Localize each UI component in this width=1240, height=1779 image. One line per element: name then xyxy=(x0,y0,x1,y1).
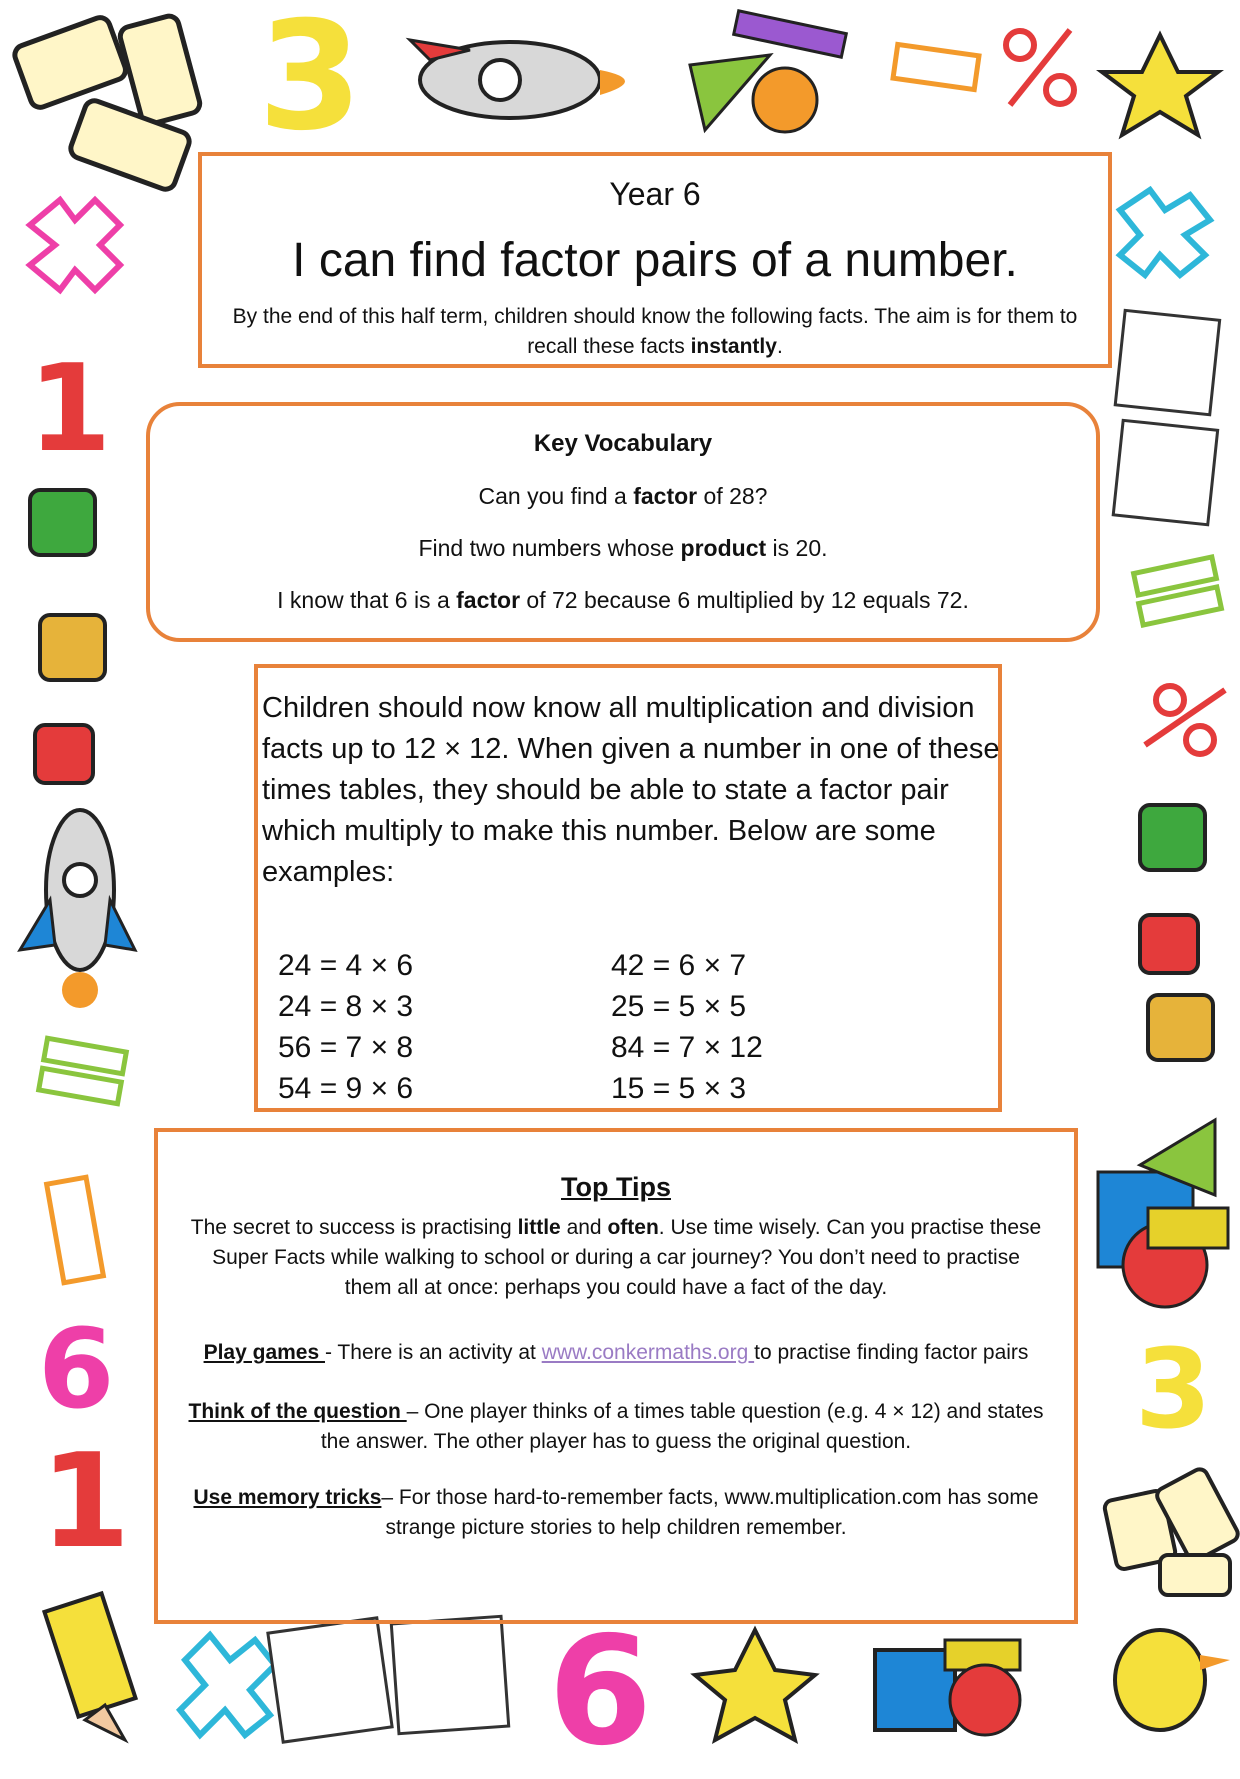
facts-paragraph: Children should now know all multiplication and division facts up to 12 × 12. When given a number in one of these times tables, they should be able to state a factor pair which multiply to make this number. Below are some examples: xyxy=(262,692,1000,888)
top-tips-box xyxy=(154,1128,1078,1624)
tip-text: – For those hard-to-remember facts, www.multiplication.com has some strange picture stories to help children remember. xyxy=(381,1486,1039,1539)
page-title: I can find factor pairs of a number. xyxy=(292,234,1018,287)
domino-icon xyxy=(12,14,202,192)
vocab-title: Key Vocabulary xyxy=(533,430,713,457)
hundred-square-icon xyxy=(1113,310,1219,524)
plus-icon xyxy=(1120,190,1210,275)
example-fact: 25 = 5 × 5 xyxy=(611,990,747,1023)
example-fact: 42 = 6 × 7 xyxy=(611,949,747,982)
hundred-square-icon xyxy=(268,1616,509,1742)
tip-heading: Think of the question xyxy=(188,1400,407,1423)
pencil-icon xyxy=(44,1593,135,1740)
vocab-term: factor xyxy=(633,483,698,509)
number-three-decoration: 3 xyxy=(1135,1325,1212,1453)
domino-icon xyxy=(1103,1467,1240,1595)
rocket-icon xyxy=(410,40,625,118)
star-icon xyxy=(1102,35,1218,135)
number-six-decoration: 6 xyxy=(548,1605,653,1779)
number-one-decoration: 1 xyxy=(28,340,112,479)
year-label: Year 6 xyxy=(609,176,701,212)
vocab-text: Find two numbers whose xyxy=(418,535,681,561)
vocab-term: product xyxy=(680,535,767,561)
equals-icon xyxy=(39,1038,127,1104)
shapes-icon xyxy=(1098,1120,1228,1307)
example-fact: 54 = 9 × 6 xyxy=(278,1072,414,1105)
star-icon xyxy=(695,1630,815,1740)
example-fact: 24 = 8 × 3 xyxy=(278,990,414,1023)
example-fact: 56 = 7 × 8 xyxy=(278,1031,414,1064)
tip-heading: Use memory tricks xyxy=(193,1486,382,1509)
plus-icon xyxy=(180,1635,275,1735)
tip-text: . Use time wisely. Can you practise these Super Facts while walking to school or during a car journey? You don’t need to practise them all at once: perhaps you could have a fact of the day. xyxy=(212,1216,1042,1299)
facts-box xyxy=(254,664,1002,1112)
conkermaths-link[interactable]: www.conkermaths.org xyxy=(541,1341,755,1364)
tip-heading: Play games xyxy=(203,1341,325,1364)
example-fact: 84 = 7 × 12 xyxy=(611,1031,763,1064)
example-fact: 15 = 5 × 3 xyxy=(611,1072,747,1105)
header-box xyxy=(198,152,1112,368)
tip-bold: little xyxy=(517,1216,561,1239)
dice-icon xyxy=(1140,805,1213,1060)
vocab-line xyxy=(150,535,1096,562)
tip-text: - There is an activity at xyxy=(324,1341,542,1364)
tip-paragraph xyxy=(188,1483,1044,1543)
vocab-text: Can you find a xyxy=(478,483,634,509)
vocab-text: of 28? xyxy=(697,483,768,509)
percent-icon xyxy=(1006,30,1074,105)
percent-icon xyxy=(1145,686,1225,754)
number-six-decoration: 6 xyxy=(38,1305,115,1433)
vocab-text: is 20. xyxy=(766,535,828,561)
minus-icon xyxy=(47,1177,104,1282)
bird-icon xyxy=(1115,1630,1230,1730)
tip-text: and xyxy=(560,1216,608,1239)
vocab-line xyxy=(150,587,1096,614)
intro-text-part: . xyxy=(776,335,783,358)
tip-bold: often xyxy=(607,1216,659,1239)
tip-paragraph xyxy=(188,1213,1044,1303)
tip-text: – One player thinks of a times table question (e.g. 4 × 12) and states the answer. The other player has to guess the original question. xyxy=(320,1400,1044,1453)
equals-icon xyxy=(1134,557,1222,625)
number-three-decoration: 3 xyxy=(258,0,363,164)
examples-grid xyxy=(278,945,998,1109)
intro-text xyxy=(232,302,1078,362)
key-vocabulary-box xyxy=(146,402,1100,642)
tip-text: The secret to success is practising xyxy=(190,1216,518,1239)
intro-text-part: By the end of this half term, children should know the following facts. The aim is for them to recall these facts xyxy=(232,305,1078,358)
tip-paragraph xyxy=(188,1335,1044,1371)
cube-icon xyxy=(875,1640,1020,1735)
example-fact: 24 = 4 × 6 xyxy=(278,949,414,982)
dice-icon xyxy=(30,490,105,783)
shapes-icon xyxy=(690,11,846,132)
rocket-icon xyxy=(20,810,135,1008)
times-icon xyxy=(30,200,120,290)
vocab-text: of 72 because 6 multiplied by 12 equals 72. xyxy=(520,587,969,613)
tip-paragraph xyxy=(188,1397,1044,1457)
vocab-text: I know that 6 is a xyxy=(277,587,457,613)
tips-title: Top Tips xyxy=(561,1172,671,1202)
tip-text: to practise finding factor pairs xyxy=(754,1341,1029,1364)
minus-icon xyxy=(893,44,979,89)
vocab-line xyxy=(150,483,1096,510)
number-one-decoration: 1 xyxy=(40,1425,131,1577)
vocab-term: factor xyxy=(456,587,521,613)
intro-bold: instantly xyxy=(690,335,777,358)
